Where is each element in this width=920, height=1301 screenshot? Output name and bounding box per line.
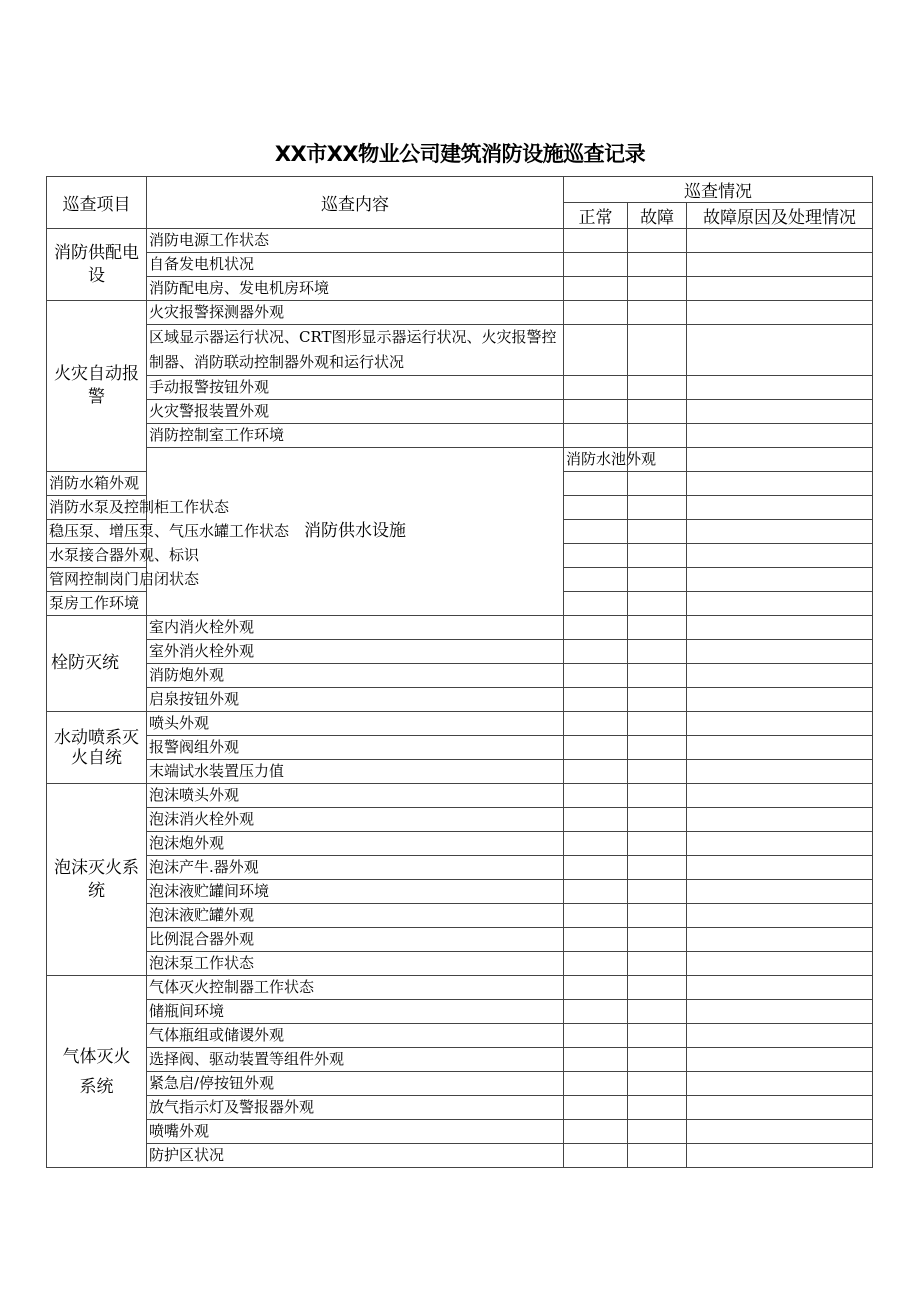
fault-cell[interactable] <box>628 712 687 736</box>
row-content: 火灾警报装置外观 <box>147 400 564 424</box>
row-content: 区域显示器运行状况、CRT图形显示器运行状况、火灾报警控制器、消防联动控制器外观和运行状况 <box>147 325 564 376</box>
row-content: 喷头外观 <box>147 712 564 736</box>
row-content: 紧急启/停按钮外观 <box>147 1072 564 1096</box>
fault-cell[interactable] <box>628 592 687 616</box>
normal-cell[interactable] <box>564 1072 628 1096</box>
fault-cell[interactable] <box>687 448 873 472</box>
fault-cell[interactable] <box>628 784 687 808</box>
table-row <box>47 301 873 325</box>
table-row <box>47 229 873 253</box>
row-content: 放气指示灯及警报器外观 <box>147 1096 564 1120</box>
reason-cell[interactable] <box>687 400 873 424</box>
table-row <box>47 1024 873 1048</box>
normal-cell[interactable] <box>564 229 628 253</box>
fault-cell[interactable] <box>628 952 687 976</box>
reason-cell[interactable] <box>687 688 873 712</box>
normal-cell[interactable] <box>564 664 628 688</box>
normal-cell[interactable] <box>564 904 628 928</box>
page-title: XX市XX物业公司建筑消防设施巡查记录 <box>274 142 646 166</box>
fault-cell[interactable] <box>628 880 687 904</box>
normal-cell[interactable] <box>564 712 628 736</box>
table-row <box>47 688 873 712</box>
fault-cell[interactable] <box>628 904 687 928</box>
normal-cell[interactable] <box>564 616 628 640</box>
row-content: 泡沫炮外观 <box>147 832 564 856</box>
header-content: 巡查内容 <box>147 177 564 229</box>
reason-cell[interactable] <box>687 880 873 904</box>
header-item: 巡查项目 <box>47 177 147 229</box>
reason-cell[interactable] <box>687 1048 873 1072</box>
row-content: 火灾报警探测器外观 <box>147 301 564 325</box>
row-content: 消防控制室工作环境 <box>147 424 564 448</box>
category-cell: 消防供水设施 <box>147 448 564 616</box>
normal-cell[interactable] <box>564 520 628 544</box>
table-row <box>47 856 873 880</box>
row-content: 消防电源工作状态 <box>147 229 564 253</box>
reason-cell[interactable] <box>687 568 873 592</box>
reason-cell[interactable] <box>687 253 873 277</box>
row-content: 选择阀、驱动装置等组件外观 <box>147 1048 564 1072</box>
fault-cell[interactable] <box>628 424 687 448</box>
table-row <box>47 952 873 976</box>
fault-cell[interactable] <box>628 568 687 592</box>
fault-cell[interactable] <box>628 640 687 664</box>
fault-cell[interactable] <box>628 1072 687 1096</box>
reason-cell[interactable] <box>687 760 873 784</box>
table-row <box>47 1072 873 1096</box>
reason-cell[interactable] <box>687 1072 873 1096</box>
category-cell: 火灾自动报警 <box>47 301 147 472</box>
normal-cell[interactable] <box>564 736 628 760</box>
fault-cell[interactable] <box>628 976 687 1000</box>
normal-cell[interactable] <box>564 1024 628 1048</box>
row-content: 报警阀组外观 <box>147 736 564 760</box>
reason-cell[interactable] <box>687 664 873 688</box>
reason-cell[interactable] <box>687 640 873 664</box>
row-content: 泡沫消火栓外观 <box>147 808 564 832</box>
fault-cell[interactable] <box>628 808 687 832</box>
normal-cell[interactable] <box>564 808 628 832</box>
reason-cell[interactable] <box>687 1000 873 1024</box>
table-row <box>47 253 873 277</box>
fault-cell[interactable] <box>628 229 687 253</box>
row-content: 防护区状况 <box>147 1144 564 1168</box>
category-cell: 水动喷系灭火自统 <box>47 712 147 784</box>
normal-cell[interactable] <box>564 832 628 856</box>
fault-cell[interactable] <box>628 496 687 520</box>
row-content: 气体瓶组或储谡外观 <box>147 1024 564 1048</box>
table-row <box>47 616 873 640</box>
reason-cell[interactable] <box>687 301 873 325</box>
reason-cell[interactable] <box>687 1096 873 1120</box>
row-content: 手动报警按钮外观 <box>147 376 564 400</box>
normal-cell[interactable] <box>564 688 628 712</box>
reason-cell[interactable] <box>687 712 873 736</box>
category-cell: 消防供配电设 <box>47 229 147 301</box>
reason-cell[interactable] <box>687 592 873 616</box>
row-content: 室内消火栓外观 <box>147 616 564 640</box>
header-row-1 <box>47 177 873 203</box>
normal-cell[interactable] <box>564 856 628 880</box>
fault-cell[interactable] <box>628 1000 687 1024</box>
table-row <box>47 400 873 424</box>
fault-cell[interactable] <box>628 400 687 424</box>
normal-cell[interactable] <box>564 376 628 400</box>
row-content: 泡沫产牛.器外观 <box>147 856 564 880</box>
reason-cell[interactable] <box>687 784 873 808</box>
reason-cell[interactable] <box>687 616 873 640</box>
row-content: 气体灭火控制器工作状态 <box>147 976 564 1000</box>
fault-cell[interactable] <box>628 1024 687 1048</box>
reason-cell[interactable] <box>687 904 873 928</box>
reason-cell[interactable] <box>687 424 873 448</box>
row-content: 泵房工作环境 <box>47 592 147 616</box>
table-row <box>47 640 873 664</box>
normal-cell[interactable] <box>564 1000 628 1024</box>
normal-cell[interactable] <box>564 1048 628 1072</box>
fault-cell[interactable] <box>628 928 687 952</box>
table-row <box>47 424 873 448</box>
table-row <box>47 712 873 736</box>
normal-cell[interactable] <box>564 760 628 784</box>
row-content: 消防配电房、发电机房环境 <box>147 277 564 301</box>
normal-cell[interactable] <box>564 544 628 568</box>
reason-cell[interactable] <box>687 277 873 301</box>
fault-cell[interactable] <box>628 856 687 880</box>
row-content: 末端试水装置压力值 <box>147 760 564 784</box>
row-content: 消防炮外观 <box>147 664 564 688</box>
fault-cell[interactable] <box>628 325 687 376</box>
fault-cell[interactable] <box>628 520 687 544</box>
fault-cell[interactable] <box>628 277 687 301</box>
normal-cell[interactable] <box>564 1144 628 1168</box>
table-row <box>47 277 873 301</box>
table-row <box>47 760 873 784</box>
reason-cell[interactable] <box>687 808 873 832</box>
reason-cell[interactable] <box>687 928 873 952</box>
normal-cell[interactable] <box>564 496 628 520</box>
reason-cell[interactable] <box>687 952 873 976</box>
reason-cell[interactable] <box>687 472 873 496</box>
normal-cell[interactable] <box>564 976 628 1000</box>
row-content: 水泵接合器外观、标识 <box>47 544 147 568</box>
fault-cell[interactable] <box>628 472 687 496</box>
fault-cell[interactable] <box>628 664 687 688</box>
inspection-table <box>46 176 873 1168</box>
fault-cell[interactable] <box>628 736 687 760</box>
normal-cell[interactable] <box>564 592 628 616</box>
normal-cell[interactable] <box>564 277 628 301</box>
reason-cell[interactable] <box>687 376 873 400</box>
table-row <box>47 736 873 760</box>
table-row <box>47 832 873 856</box>
row-content: 泡沫液贮罐间环境 <box>147 880 564 904</box>
table-row <box>47 376 873 400</box>
table-row <box>47 1048 873 1072</box>
reason-cell[interactable] <box>687 1144 873 1168</box>
reason-cell[interactable] <box>687 1024 873 1048</box>
table-row <box>47 1096 873 1120</box>
reason-cell[interactable] <box>687 1120 873 1144</box>
reason-cell[interactable] <box>687 520 873 544</box>
fault-cell[interactable] <box>628 616 687 640</box>
normal-cell[interactable] <box>564 301 628 325</box>
reason-cell[interactable] <box>687 229 873 253</box>
normal-cell[interactable] <box>564 784 628 808</box>
reason-cell[interactable] <box>687 736 873 760</box>
row-content: 消防水池外观 <box>564 448 628 472</box>
fault-cell[interactable] <box>628 1144 687 1168</box>
normal-cell[interactable] <box>564 424 628 448</box>
table-row <box>47 1144 873 1168</box>
fault-cell[interactable] <box>628 760 687 784</box>
normal-cell[interactable] <box>564 928 628 952</box>
table-row <box>47 664 873 688</box>
table-row <box>47 808 873 832</box>
category-cell: 泡沫灭火系统 <box>47 784 147 976</box>
category-cell: 气体灭火系统 <box>47 976 147 1168</box>
fault-cell[interactable] <box>628 376 687 400</box>
row-content: 喷嘴外观 <box>147 1120 564 1144</box>
reason-cell[interactable] <box>687 856 873 880</box>
fault-cell[interactable] <box>628 544 687 568</box>
reason-cell[interactable] <box>687 496 873 520</box>
normal-cell[interactable] <box>564 952 628 976</box>
normal-cell[interactable] <box>564 400 628 424</box>
reason-cell[interactable] <box>687 325 873 376</box>
normal-cell[interactable] <box>564 880 628 904</box>
row-content: 泡沫喷头外观 <box>147 784 564 808</box>
row-content: 比例混合器外观 <box>147 928 564 952</box>
normal-cell[interactable] <box>564 472 628 496</box>
fault-cell[interactable] <box>628 253 687 277</box>
row-content: 泡沫液贮罐外观 <box>147 904 564 928</box>
row-content: 自备发电机状况 <box>147 253 564 277</box>
fault-cell[interactable] <box>628 1096 687 1120</box>
row-content: 启泉按钮外观 <box>147 688 564 712</box>
row-content: 室外消火栓外观 <box>147 640 564 664</box>
table-row <box>47 1000 873 1024</box>
normal-cell[interactable] <box>564 568 628 592</box>
table-row <box>47 784 873 808</box>
reason-cell[interactable] <box>687 832 873 856</box>
table-row <box>47 448 873 472</box>
normal-cell[interactable] <box>564 325 628 376</box>
normal-cell[interactable] <box>564 640 628 664</box>
table-row <box>47 928 873 952</box>
row-content: 管网控制岗门启闭状态 <box>47 568 147 592</box>
normal-cell[interactable] <box>564 1120 628 1144</box>
fault-cell[interactable] <box>628 832 687 856</box>
row-content: 消防水泵及控制柜工作状态 <box>47 496 147 520</box>
fault-cell[interactable] <box>628 1120 687 1144</box>
table-row <box>47 976 873 1000</box>
header-reason: 故障原因及处理情况 <box>687 203 873 229</box>
category-cell: 栓防灭统 <box>47 616 147 712</box>
table-row <box>47 1120 873 1144</box>
fault-cell[interactable] <box>628 301 687 325</box>
normal-cell[interactable] <box>564 253 628 277</box>
header-status: 巡查情况 <box>564 177 873 203</box>
row-content: 消防水箱外观 <box>47 472 147 496</box>
row-content: 泡沫泵工作状态 <box>147 952 564 976</box>
normal-cell[interactable] <box>564 1096 628 1120</box>
header-normal: 正常 <box>564 203 628 229</box>
table-row <box>47 325 873 376</box>
header-fault: 故障 <box>628 203 687 229</box>
fault-cell[interactable] <box>628 688 687 712</box>
reason-cell[interactable] <box>687 976 873 1000</box>
reason-cell[interactable] <box>687 544 873 568</box>
fault-cell[interactable] <box>628 1048 687 1072</box>
row-content: 稳压泵、增压泵、气压水罐工作状态 <box>47 520 147 544</box>
row-content: 储瓶间环境 <box>147 1000 564 1024</box>
table-row <box>47 904 873 928</box>
table-row <box>47 880 873 904</box>
